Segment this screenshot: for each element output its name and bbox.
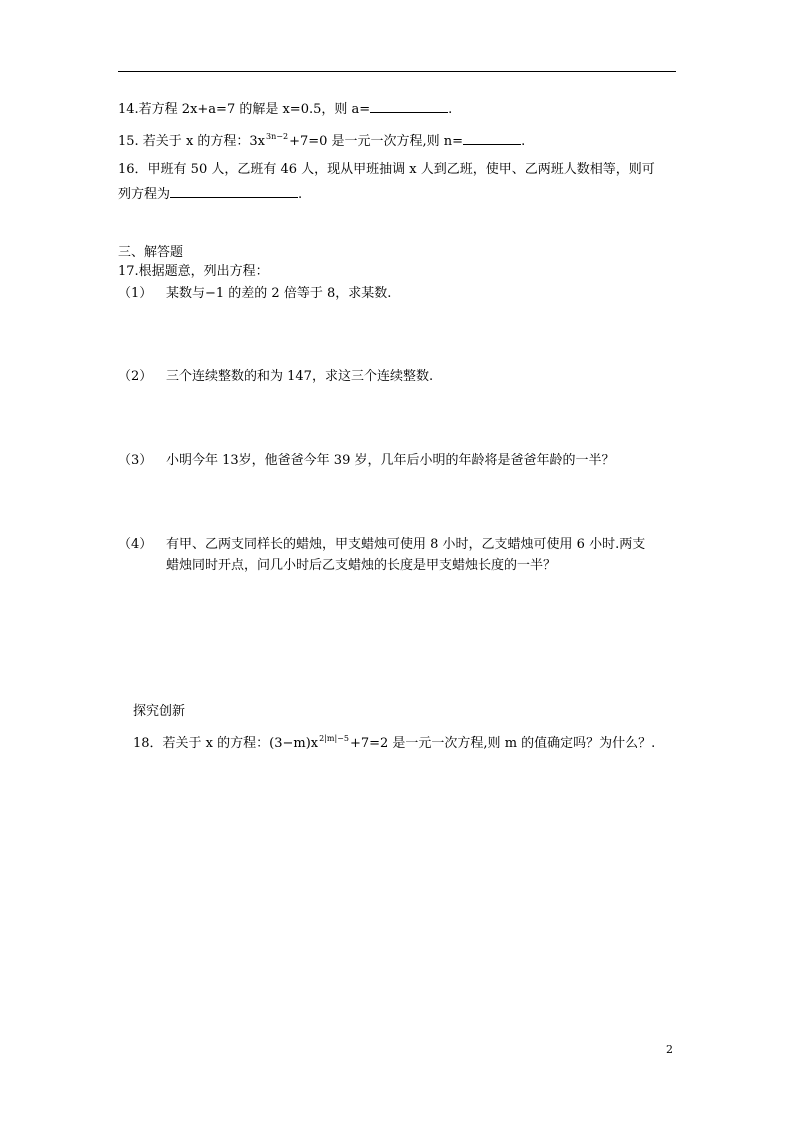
section-title: 三、解答题 [118, 245, 184, 260]
q17-item-1-text: 某数与−1 的差的 2 倍等于 8，求某数. [166, 286, 392, 301]
q17-item-1 [118, 286, 391, 302]
q17-item-4 [118, 537, 645, 553]
q14-suffix: . [448, 102, 453, 117]
q15-text: 15. 若关于 x 的方程：3x [118, 134, 266, 149]
q15-exponent: 3n−2 [266, 132, 289, 141]
q16-prefix: 列方程为 [118, 187, 171, 202]
q17-item-3 [118, 453, 614, 469]
q15-answer-blank[interactable] [463, 132, 521, 145]
question-18 [133, 736, 655, 753]
q17-item-4-text-line2: 蜡烛同时开点，问几小时后乙支蜡烛的长度是甲支蜡烛长度的一半？ [166, 558, 557, 573]
q14-text: 14.若方程 2x+a=7 的解是 x=0.5，则 a= [118, 102, 371, 117]
q17-item-2-num: （2） [118, 369, 153, 384]
q17-item-2-text: 三个连续整数的和为 147，求这三个连续整数. [166, 369, 434, 384]
question-15 [118, 132, 525, 151]
q18-suffix: +7=2 是一元一次方程,则 m 的值确定吗？为什么？. [349, 736, 656, 751]
q15-suffix: . [521, 134, 526, 149]
q17-title: 17.根据题意，列出方程： [118, 264, 269, 279]
q18-text: 18．若关于 x 的方程：(3−m)x [133, 736, 319, 751]
q17-item-4-num: （4） [118, 537, 153, 552]
q17-item-4-text: 有甲、乙两支同样长的蜡烛，甲支蜡烛可使用 8 小时，乙支蜡烛可使用 6 小时.两支 [166, 537, 646, 552]
q17-item-3-text: 小明今年 13岁，他爸爸今年 39 岁，几年后小明的年龄将是爸爸年龄的一半？ [166, 453, 615, 468]
question-16-line1: 16．甲班有 50 人，乙班有 46 人，现从甲班抽调 x 人到乙班，使甲、乙两班人数相等，则可 [118, 162, 655, 177]
q17-item-1-num: （1） [118, 286, 153, 301]
explore-title: 探究创新 [133, 704, 186, 719]
q14-answer-blank[interactable] [370, 100, 448, 113]
q18-exponent: 2|m|−5 [319, 734, 349, 743]
q17-item-2 [118, 369, 433, 385]
q16-answer-blank[interactable] [170, 185, 298, 198]
q17-item-3-num: （3） [118, 453, 153, 468]
page-number: 2 [666, 1043, 673, 1056]
question-16-line2 [118, 185, 302, 203]
q16-suffix: . [298, 187, 303, 202]
question-14 [118, 100, 452, 118]
q15-middle: +7=0 是一元一次方程,则 n= [289, 134, 464, 149]
header-rule [118, 71, 676, 72]
